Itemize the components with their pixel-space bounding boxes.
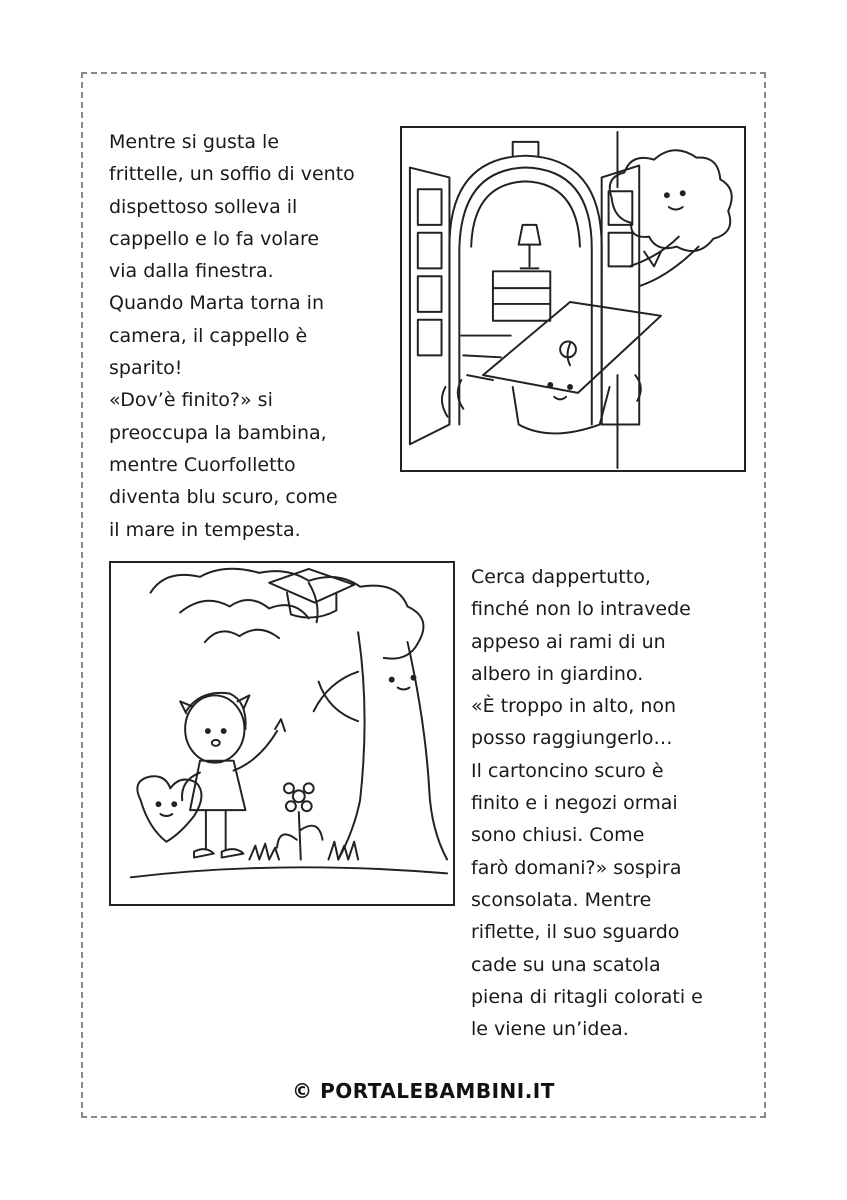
text-line: «È troppo in alto, non: [471, 695, 677, 718]
story-paragraph-2: [471, 561, 751, 1045]
illustration-girl-tree: [109, 561, 455, 906]
text-line: appeso ai rami di un: [471, 630, 666, 653]
text-line: via dalla finestra.: [109, 260, 274, 283]
text-line: Cerca dappertutto,: [471, 566, 651, 588]
text-line: finito e i negozi ormai: [471, 792, 678, 815]
illustration-window-hat: [400, 126, 746, 472]
text-line: albero in giardino.: [471, 662, 644, 685]
text-line: Mentre si gusta le: [109, 131, 280, 153]
text-line: frittelle, un soffio di vento: [109, 163, 355, 186]
text-line: «Dov’è finito?» si: [109, 389, 273, 412]
text-line: sparito!: [109, 357, 183, 380]
text-line: mentre Cuorfolletto: [109, 453, 296, 476]
text-line: cade su una scatola: [471, 953, 661, 976]
text-line: posso raggiungerlo…: [471, 727, 673, 750]
text-line: farò domani?» sospira: [471, 856, 682, 879]
text-line: il mare in tempesta.: [109, 518, 301, 541]
text-line: finché non lo intravede: [471, 598, 691, 621]
text-line: riflette, il suo sguardo: [471, 921, 680, 944]
text-line: camera, il cappello è: [109, 324, 308, 347]
text-line: diventa blu scuro, come: [109, 486, 338, 509]
copyright-footer: © PORTALEBAMBINI.IT: [292, 1079, 555, 1103]
text-line: Quando Marta torna in: [109, 292, 324, 315]
text-line: sono chiusi. Come: [471, 824, 645, 847]
text-line: sconsolata. Mentre: [471, 888, 652, 911]
text-line: dispettoso solleva il: [109, 195, 298, 218]
story-paragraph-1: [109, 126, 389, 546]
text-line: Il cartoncino scuro è: [471, 759, 664, 782]
text-line: le viene un’idea.: [471, 1018, 629, 1041]
text-line: piena di ritagli colorati e: [471, 985, 703, 1008]
text-line: preoccupa la bambina,: [109, 421, 327, 444]
text-line: cappello e lo fa volare: [109, 227, 320, 250]
